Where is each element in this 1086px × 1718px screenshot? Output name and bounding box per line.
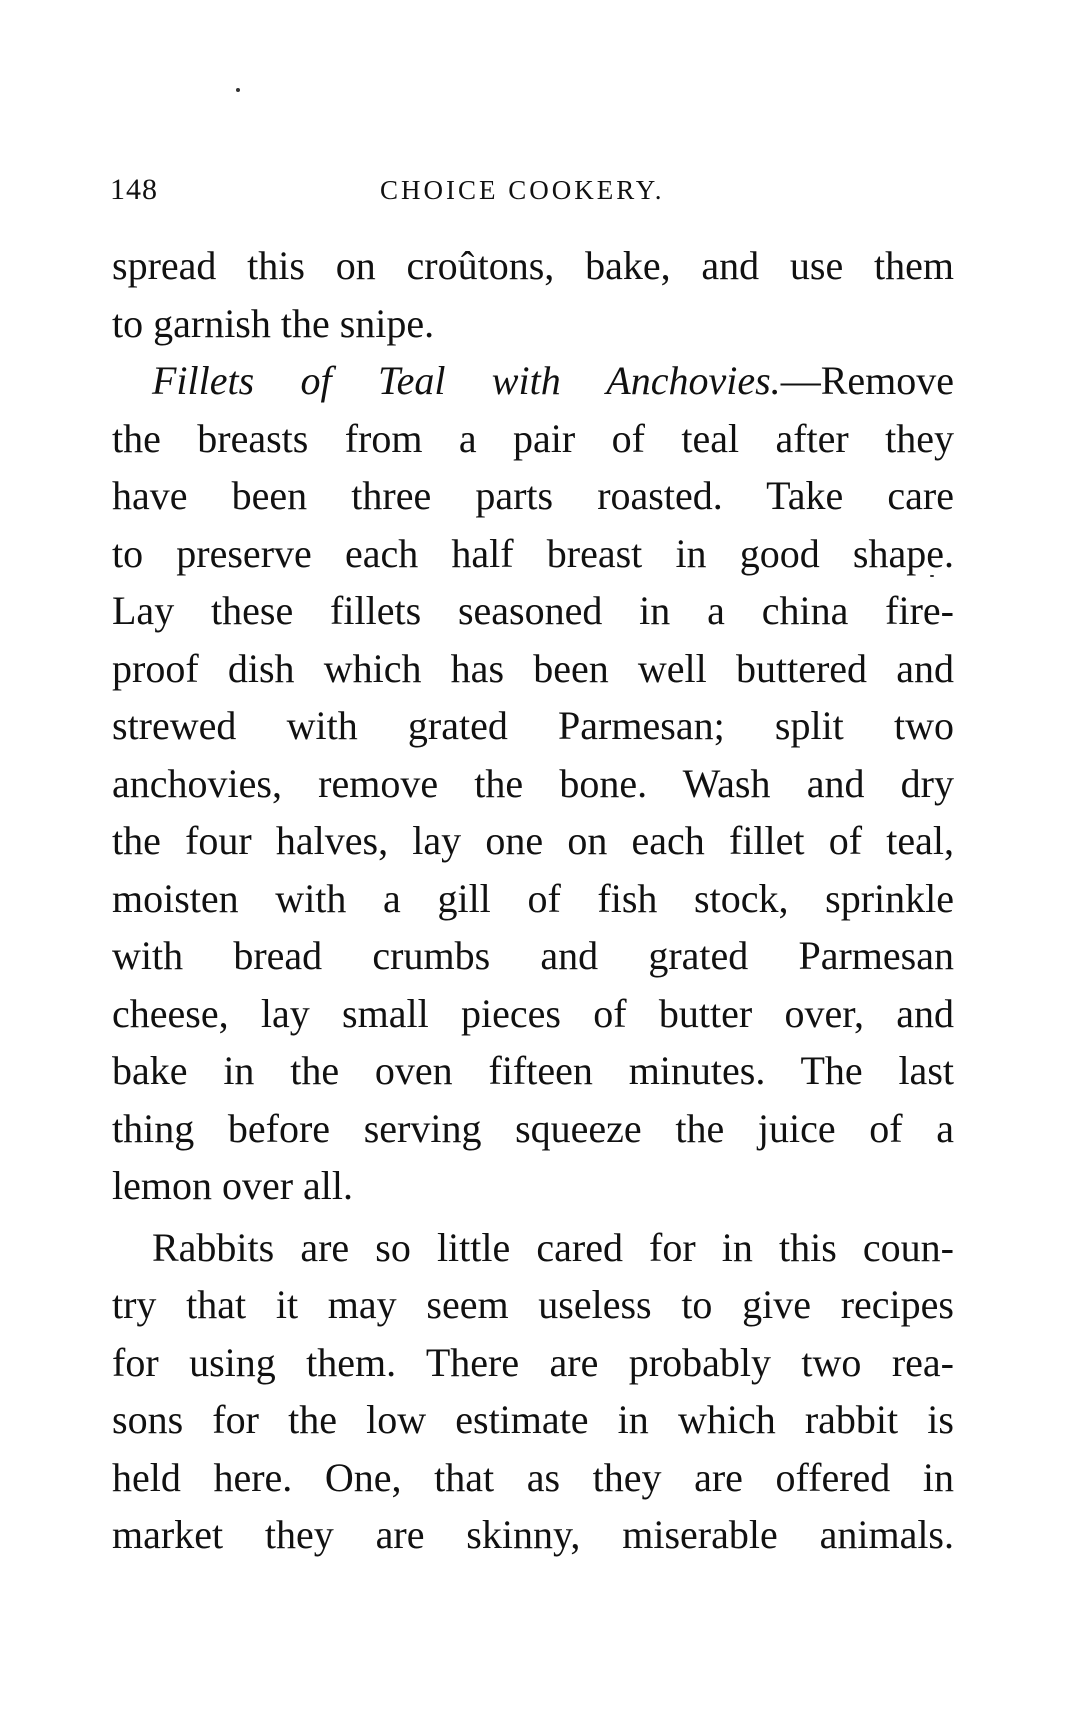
text-line: market they are skinny, miserable animals. xyxy=(112,1512,954,1557)
text-line: moisten with a gill of fish stock, sprinkle xyxy=(112,875,954,921)
text-line: have been three parts roasted. Take care xyxy=(112,473,954,518)
running-title: CHOICE COOKERY. xyxy=(380,175,665,205)
print-speck xyxy=(236,88,240,92)
paragraph-continuation xyxy=(112,237,954,352)
text-line xyxy=(112,352,954,410)
paragraph-rabbits xyxy=(112,1219,954,1564)
text-line: proof dish which has been well buttered and xyxy=(112,645,954,691)
text-line: the four halves, lay one on each fillet of teal, xyxy=(112,818,954,863)
text-line: lemon over all. xyxy=(112,1163,354,1208)
text-line: strewed with grated Parmesan; split two xyxy=(112,703,954,748)
text-line: sons for the low estimate in which rabbit is xyxy=(112,1397,954,1442)
text-line: cheese, lay small pieces of butter over, and xyxy=(112,990,954,1036)
page-header xyxy=(110,170,952,210)
text-line: spread this on croûtons, bake, and use them xyxy=(112,243,954,288)
text-line: the breasts from a pair of teal after they xyxy=(112,415,954,461)
page-number: 148 xyxy=(110,173,158,206)
text-line: bake in the oven fifteen minutes. The last xyxy=(112,1048,954,1093)
text-line: to preserve each half breast in good shape. xyxy=(112,530,954,576)
text-line: Rabbits are so little cared for in this coun- xyxy=(152,1224,954,1270)
text-line: to garnish the snipe. xyxy=(112,300,435,346)
text-line: thing before serving squeeze the juice of a xyxy=(112,1105,954,1151)
paragraph-fillets-of-teal xyxy=(112,352,954,1215)
text-line: held here. One, that as they are offered in xyxy=(112,1454,954,1500)
text-line: Lay these fillets seasoned in a china fire- xyxy=(112,588,954,633)
text-line: for using them. There are probably two rea- xyxy=(112,1339,954,1385)
recipe-title: Fillets of Teal with Anchovies. xyxy=(152,358,781,403)
body-text xyxy=(112,237,954,1564)
text-line: anchovies, remove the bone. Wash and dry xyxy=(112,760,954,806)
text-line: try that it may seem useless to give recipes xyxy=(112,1282,954,1327)
text-line: with bread crumbs and grated Parmesan xyxy=(112,933,954,978)
recipe-title-continuation: —Remove xyxy=(780,358,954,403)
